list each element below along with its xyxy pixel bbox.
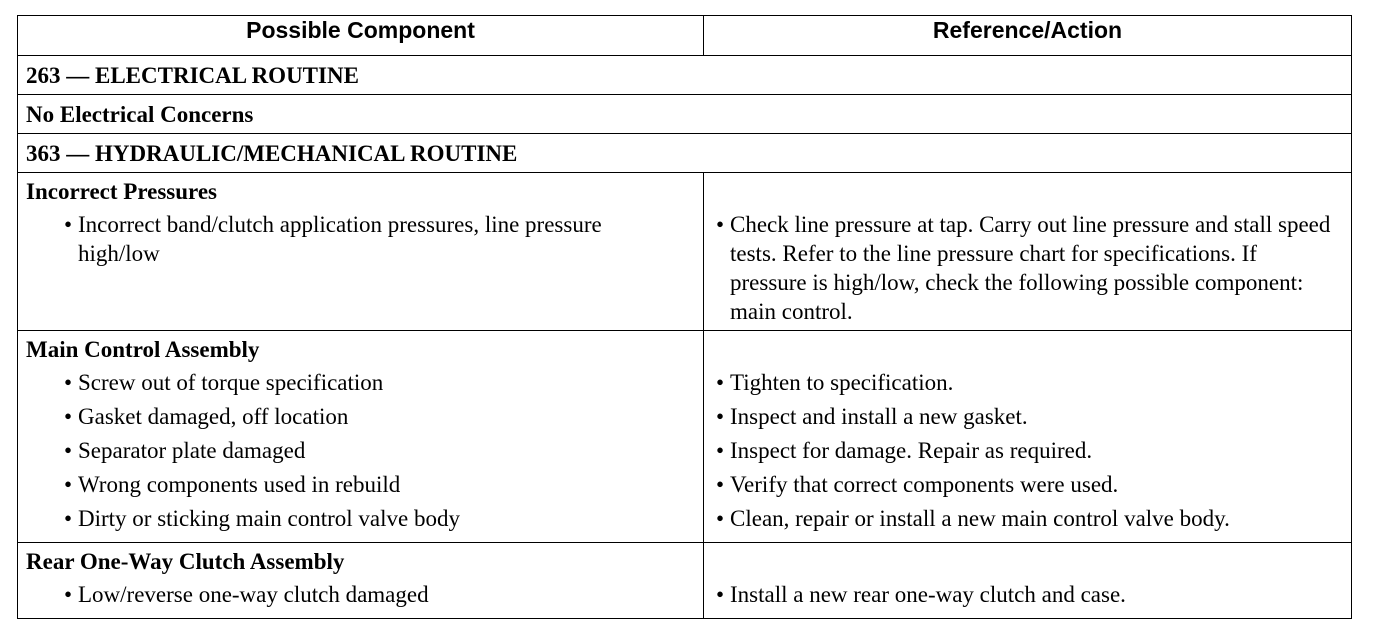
component-list [18, 210, 703, 272]
component-title: Rear One-Way Clutch Assembly [26, 549, 345, 574]
routine-row-no-concerns [18, 95, 1352, 134]
no-electrical-concerns: No Electrical Concerns [18, 95, 1352, 134]
header-possible-component: Possible Component [18, 16, 704, 56]
action-spacer [704, 173, 1351, 210]
section-row-main-control [18, 331, 1352, 543]
action-item: • Inspect for damage. Repair as required. [704, 436, 1351, 470]
action-item: • Install a new rear one-way clutch and case. [704, 580, 1351, 614]
component-item: • Dirty or sticking main control valve body [18, 504, 703, 538]
routine-row-electrical [18, 56, 1352, 95]
component-title: Main Control Assembly [26, 337, 260, 362]
action-cell [704, 331, 1352, 543]
action-list [704, 210, 1351, 330]
header-row [18, 16, 1352, 56]
component-item: • Incorrect band/clutch application pressures, line pressure high/low [18, 210, 703, 268]
section-row-rear-clutch [18, 543, 1352, 619]
routine-row-hydraulic [18, 134, 1352, 173]
action-cell [704, 543, 1352, 619]
action-cell [704, 173, 1352, 331]
action-item: • Verify that correct components were used. [704, 470, 1351, 504]
action-spacer [704, 543, 1351, 580]
component-cell [18, 331, 704, 543]
routine-hydraulic: 363 — HYDRAULIC/MECHANICAL ROUTINE [18, 134, 1352, 173]
action-spacer [704, 331, 1351, 368]
component-item: • Gasket damaged, off location [18, 402, 703, 436]
component-item: • Screw out of torque specification [18, 368, 703, 402]
component-item: • Wrong components used in rebuild [18, 470, 703, 504]
action-item: • Check line pressure at tap. Carry out line pressure and stall speed tests. Refer to the line pressure chart for specifications. If pressure is high/low, check the following possible component: main control. [704, 210, 1351, 326]
action-item: • Inspect and install a new gasket. [704, 402, 1351, 436]
routine-electrical: 263 — ELECTRICAL ROUTINE [18, 56, 1352, 95]
component-item: • Low/reverse one-way clutch damaged [18, 580, 703, 614]
header-reference-action: Reference/Action [704, 16, 1352, 56]
component-item: • Separator plate damaged [18, 436, 703, 470]
action-list [704, 368, 1351, 542]
action-item: • Tighten to specification. [704, 368, 1351, 402]
action-list [704, 580, 1351, 618]
component-cell [18, 173, 704, 331]
diagnosis-table [17, 15, 1352, 619]
component-list [18, 580, 703, 618]
action-item: • Clean, repair or install a new main control valve body. [704, 504, 1351, 538]
component-cell [18, 543, 704, 619]
component-title: Incorrect Pressures [26, 179, 217, 204]
section-row-incorrect-pressures [18, 173, 1352, 331]
component-list [18, 368, 703, 542]
